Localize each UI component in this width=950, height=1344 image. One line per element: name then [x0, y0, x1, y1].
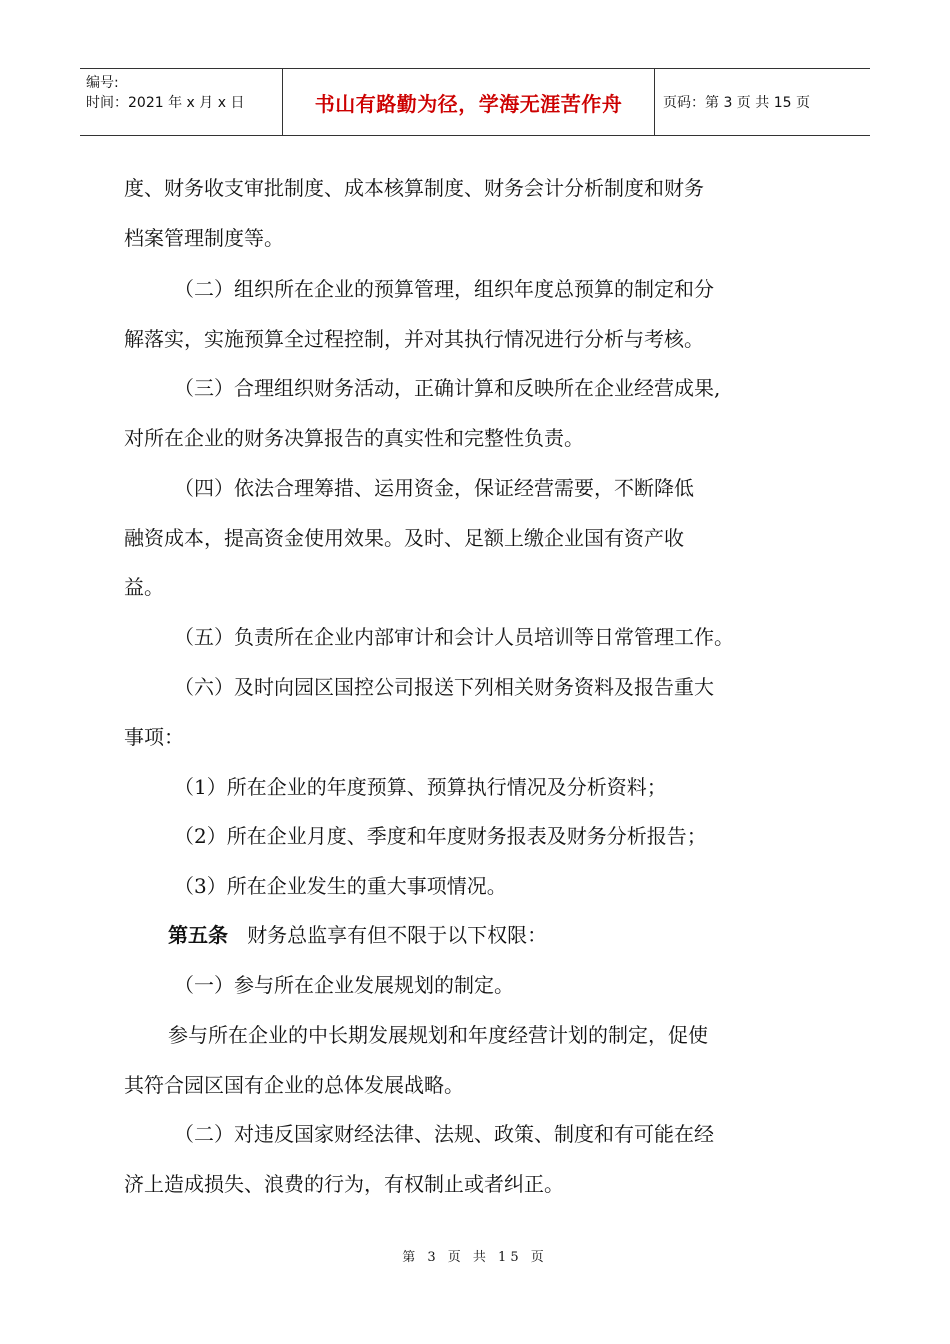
text-line: （2）所在企业月度、季度和年度财务报表及财务分析报告； — [174, 824, 707, 848]
text-line: （二）组织所在企业的预算管理，组织年度总预算的制定和分 — [174, 277, 714, 301]
text-line: 解落实，实施预算全过程控制，并对其执行情况进行分析与考核。 — [124, 327, 704, 351]
text-line: （六）及时向园区国控公司报送下列相关财务资料及报告重大 — [174, 675, 714, 699]
text-line: （四）依法合理筹措、运用资金，保证经营需要，不断降低 — [174, 476, 694, 500]
page-header — [80, 68, 870, 136]
text-line: 益。 — [124, 575, 164, 599]
page-footer: 第 3 页 共 15 页 — [402, 1250, 548, 1265]
doc-number-label: 编号: — [86, 75, 119, 91]
header-page-info-cell — [655, 69, 870, 135]
text-line: （1）所在企业的年度预算、预算执行情况及分析资料； — [174, 775, 667, 799]
text-line: （三）合理组织财务活动，正确计算和反映所在企业经营成果, — [174, 376, 721, 400]
text-line: 事项： — [124, 725, 184, 749]
header-motto-cell — [283, 69, 655, 135]
article-label: 第五条 — [168, 923, 228, 947]
text-line: 融资成本，提高资金使用效果。及时、足额上缴企业国有资产收 — [124, 526, 684, 550]
text-line: 度、财务收支审批制度、成本核算制度、财务会计分析制度和财务 — [124, 176, 704, 200]
text-line: （五）负责所在企业内部审计和会计人员培训等日常管理工作。 — [174, 625, 734, 649]
header-page-info: 页码：第 3 页 共 15 页 — [663, 95, 810, 111]
text-line: （二）对违反国家财经法律、法规、政策、制度和有可能在经 — [174, 1122, 714, 1146]
text-line: 参与所在企业的中长期发展规划和年度经营计划的制定，促使 — [168, 1023, 708, 1047]
article-line — [168, 923, 547, 947]
text-line: 济上造成损失、浪费的行为，有权制止或者纠正。 — [124, 1172, 564, 1196]
text-line: （3）所在企业发生的重大事项情况。 — [174, 874, 507, 898]
date-label: 时间：2021 年 x 月 x 日 — [86, 95, 245, 111]
header-meta — [80, 69, 283, 135]
header-motto: 书山有路勤为径，学海无涯苦作舟 — [314, 91, 623, 116]
text-line: 财务总监享有但不限于以下权限： — [247, 923, 548, 947]
text-line: 其符合园区国有企业的总体发展战略。 — [124, 1073, 464, 1097]
text-line: 对所在企业的财务决算报告的真实性和完整性负责。 — [124, 426, 584, 450]
text-line: （一）参与所在企业发展规划的制定。 — [174, 973, 514, 997]
text-line: 档案管理制度等。 — [124, 226, 284, 250]
